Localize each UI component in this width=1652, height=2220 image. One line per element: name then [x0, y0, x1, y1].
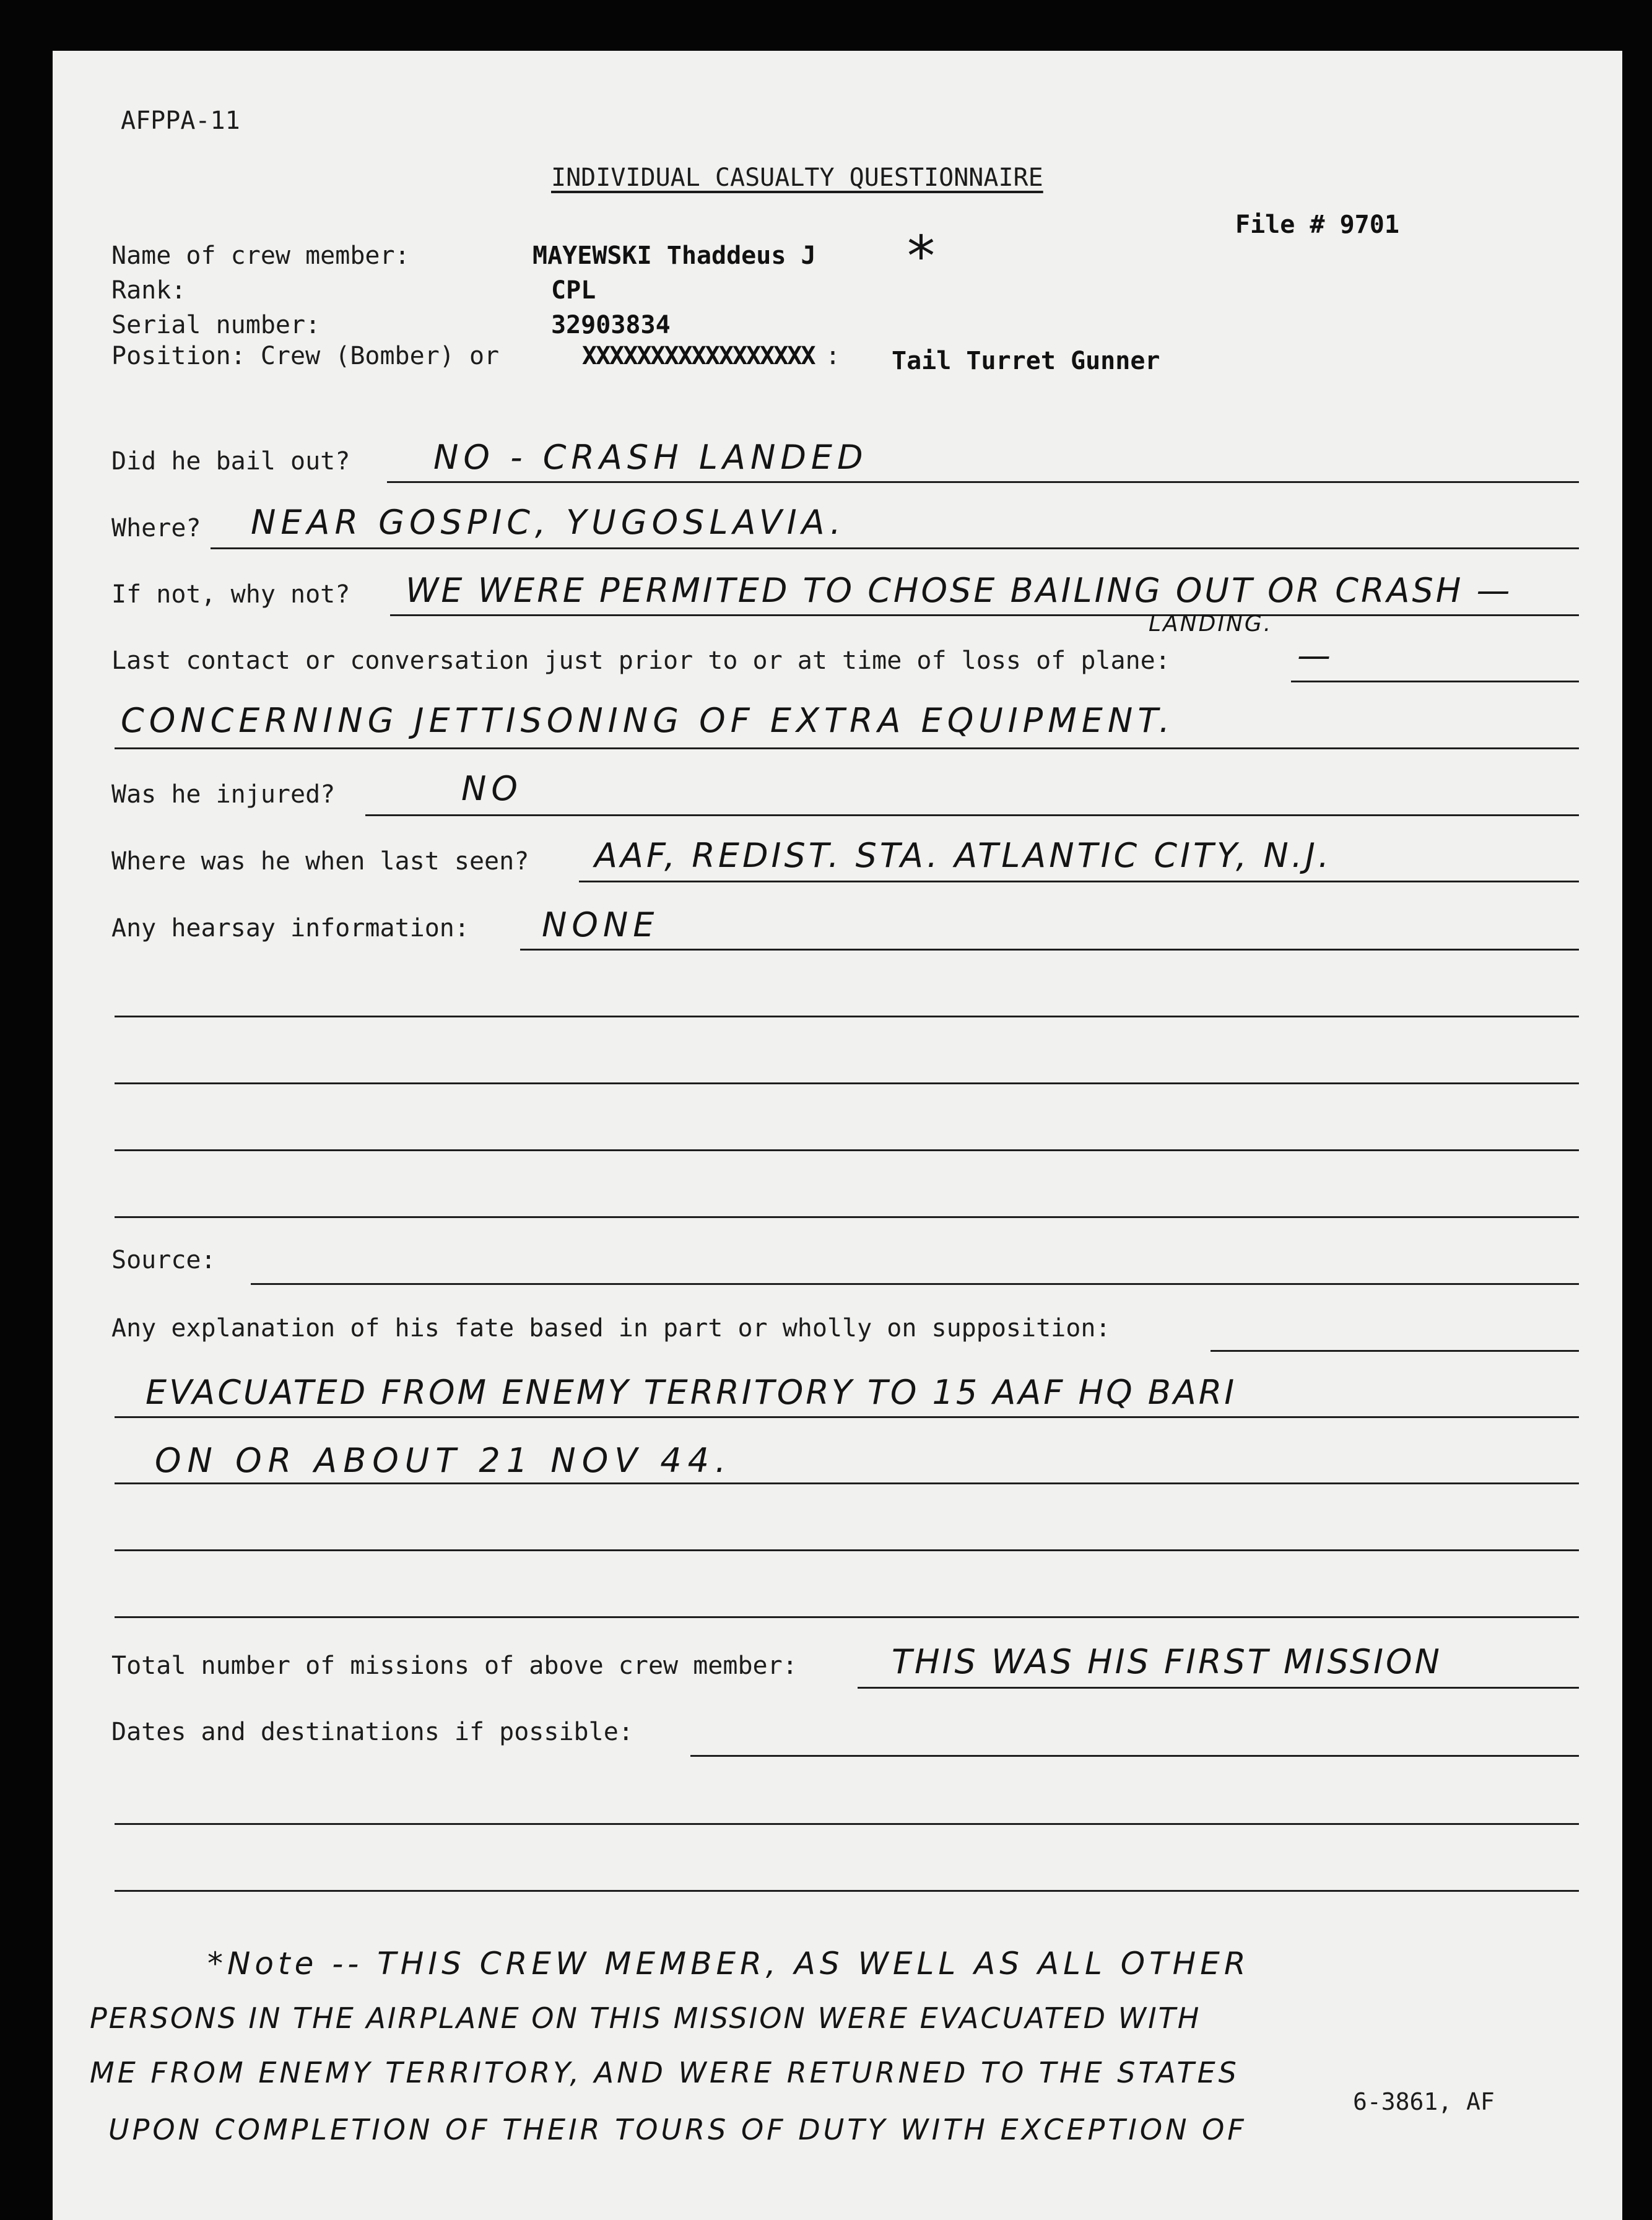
- where-label: Where?: [111, 514, 201, 542]
- file-number: File # 9701: [1235, 211, 1399, 239]
- name-label: Name of crew member:: [111, 242, 410, 270]
- position-colon: :: [825, 342, 841, 370]
- why-line: [390, 614, 1579, 616]
- note-line-3: ME FROM ENEMY TERRITORY, AND WERE RETURNED TO THE STATES: [90, 2056, 1240, 2089]
- why-answer-continued: LANDING.: [1149, 611, 1273, 637]
- position-label: Position: Crew (Bomber) or: [111, 342, 500, 370]
- hearsay-label: Any hearsay information:: [111, 914, 469, 942]
- rank-label: Rank:: [111, 276, 186, 305]
- hearsay-line: [520, 949, 1579, 951]
- where-answer: NEAR GOSPIC, YUGOSLAVIA.: [251, 503, 846, 542]
- injured-line: [365, 814, 1579, 816]
- hearsay-extra-line-3: [115, 1149, 1579, 1151]
- explanation-line-2: [115, 1482, 1579, 1484]
- form-id: AFPPA-11: [121, 107, 240, 135]
- position-value: Tail Turret Gunner: [892, 347, 1160, 375]
- missions-label: Total number of missions of above crew member:: [111, 1652, 798, 1680]
- why-answer: WE WERE PERMITED TO CHOSE BAILING OUT OR CRASH —: [406, 571, 1513, 610]
- note-line-1: *Note -- THIS CREW MEMBER, AS WELL AS ALL OTHER: [207, 1946, 1250, 1982]
- hearsay-extra-line-4: [115, 1216, 1579, 1218]
- footer-form-code: 6-3861, AF: [1353, 2088, 1495, 2115]
- position-strikeout: XXXXXXXXXXXXXXXXX: [582, 342, 815, 370]
- contact-line-1: [1291, 681, 1579, 682]
- rank-value: CPL: [551, 276, 596, 305]
- contact-dash: —: [1297, 636, 1336, 675]
- hearsay-extra-line-2: [115, 1082, 1579, 1084]
- name-asterisk-mark: *: [907, 224, 940, 289]
- missions-line: [858, 1687, 1579, 1689]
- explanation-answer-2: ON OR ABOUT 21 NOV 44.: [155, 1441, 733, 1480]
- explanation-line-0: [1211, 1350, 1579, 1352]
- why-label: If not, why not?: [111, 580, 350, 609]
- contact-line-2: [115, 747, 1579, 749]
- serial-value: 32903834: [551, 311, 671, 339]
- injured-label: Was he injured?: [111, 780, 336, 809]
- last-seen-line: [579, 881, 1579, 882]
- source-label: Source:: [111, 1246, 216, 1274]
- contact-label: Last contact or conversation just prior to or at time of loss of plane:: [111, 646, 1170, 675]
- contact-answer: CONCERNING JETTISONING OF EXTRA EQUIPMENT.: [121, 701, 1175, 740]
- last-seen-answer: AAF, REDIST. STA. ATLANTIC CITY, N.J.: [594, 836, 1332, 875]
- missions-answer: THIS WAS HIS FIRST MISSION: [892, 1642, 1442, 1681]
- source-line: [251, 1283, 1579, 1285]
- injured-answer: NO: [461, 769, 523, 808]
- name-value: MAYEWSKI Thaddeus J: [533, 242, 816, 270]
- bail-line: [387, 481, 1579, 483]
- dates-label: Dates and destinations if possible:: [111, 1718, 633, 1746]
- hearsay-extra-line-1: [115, 1016, 1579, 1017]
- form-title: INDIVIDUAL CASUALTY QUESTIONNAIRE: [551, 163, 1043, 192]
- dates-extra-line-2: [115, 1890, 1579, 1892]
- where-line: [211, 547, 1579, 549]
- explanation-line-4: [115, 1616, 1579, 1618]
- dates-extra-line-1: [115, 1823, 1579, 1825]
- note-line-4: UPON COMPLETION OF THEIR TOURS OF DUTY WITH EXCEPTION OF: [108, 2113, 1247, 2146]
- explanation-answer-1: EVACUATED FROM ENEMY TERRITORY TO 15 AAF HQ BARI: [146, 1373, 1237, 1412]
- serial-label: Serial number:: [111, 311, 321, 339]
- questionnaire-page: [53, 51, 1622, 2220]
- explanation-label: Any explanation of his fate based in part or wholly on supposition:: [111, 1314, 1111, 1343]
- explanation-line-1: [115, 1416, 1579, 1418]
- hearsay-answer: NONE: [542, 905, 659, 944]
- bail-label: Did he bail out?: [111, 447, 350, 476]
- note-line-2: PERSONS IN THE AIRPLANE ON THIS MISSION WERE EVACUATED WITH: [90, 2001, 1201, 2035]
- explanation-line-3: [115, 1549, 1579, 1551]
- bail-answer: NO - CRASH LANDED: [433, 438, 868, 477]
- last-seen-label: Where was he when last seen?: [111, 847, 529, 876]
- dates-line: [690, 1755, 1579, 1757]
